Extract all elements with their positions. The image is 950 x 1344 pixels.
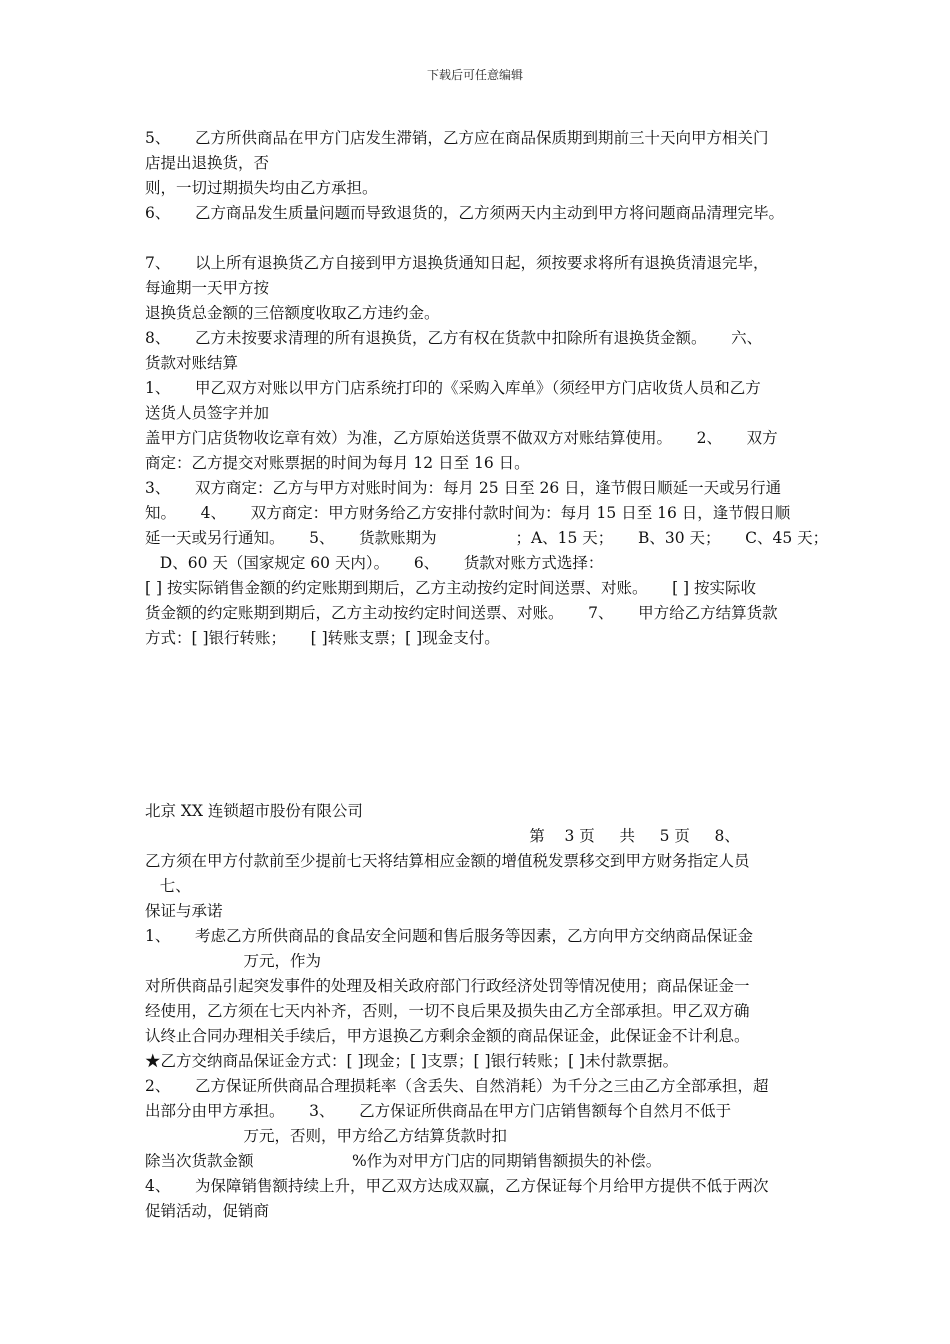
text-line: 5、 乙方所供商品在甲方门店发生滞销，乙方应在商品保质期到期前三十天向甲方相关门 — [145, 129, 769, 147]
text-line: D、60 天（国家规定 60 天内）。 6、 货款对账方式选择： — [145, 554, 604, 572]
text-line: 店提出退换货，否 — [145, 154, 270, 172]
text-line: 每逾期一天甲方按 — [145, 279, 270, 297]
text-line: 经使用，乙方须在七天内补齐，否则，一切不良后果及损失由乙方全部承担。甲乙双方确 — [145, 1002, 750, 1020]
text-line: 3、 双方商定：乙方与甲方对账时间为：每月 25 日至 26 日，逢节假日顺延一天或另行通 — [145, 479, 782, 497]
text-line: 商定：乙方提交对账票据的时间为每月 12 日至 16 日。 — [145, 454, 530, 472]
text-line: 乙方须在甲方付款前至少提前七天将结算相应金额的增值税发票移交到甲方财务指定人员 — [145, 852, 750, 870]
text-line: 2、 乙方保证所供商品合理损耗率（含丢失、自然消耗）为千分之三由乙方全部承担，超 — [145, 1077, 769, 1095]
text-line: 认终止合同办理相关手续后，甲方退换乙方剩余金额的商品保证金，此保证金不计利息。 — [145, 1027, 750, 1045]
text-line: 盖甲方门店货物收讫章有效）为准，乙方原始送货票不做双方对账结算使用。 2、 双方 — [145, 429, 778, 447]
text-line: 7、 以上所有退换货乙方自接到甲方退换货通知日起，须按要求将所有退换货清退完毕， — [145, 254, 769, 272]
text-line: 对所供商品引起突发事件的处理及相关政府部门行政经济处罚等情况使用；商品保证金一 — [145, 977, 750, 995]
text-line: 除当次货款金额 %作为对甲方门店的同期销售额损失的补偿。 — [145, 1152, 662, 1170]
text-line: 知。 4、 双方商定：甲方财务给乙方安排付款时间为：每月 15 日至 16 日，逢节假日顺 — [145, 504, 791, 522]
text-line: 万元，否则，甲方给乙方结算货款时扣 — [145, 1127, 508, 1145]
text-line: 4、 为保障销售额持续上升，甲乙双方达成双赢，乙方保证每个月给甲方提供不低于两次 — [145, 1177, 769, 1195]
text-line: 1、 考虑乙方所供商品的食品安全问题和售后服务等因素，乙方向甲方交纳商品保证金 — [145, 927, 753, 945]
section-heading: 保证与承诺 — [145, 902, 223, 920]
page-header: 下载后可任意编辑 — [426, 68, 523, 82]
text-line: [ ] 按实际销售金额的约定账期到期后，乙方主动按约定时间送票、对账。 [ ] 按实际收 — [145, 579, 757, 597]
company-name: 北京 XX 连锁超市股份有限公司 — [145, 802, 363, 820]
text-line: 促销活动，促销商 — [145, 1202, 270, 1220]
text-line: 送货人员签字并加 — [145, 404, 270, 422]
text-line: 延一天或另行通知。 5、 货款账期为 ；A、15 天； B、30 天； C、45 天； — [145, 529, 829, 547]
section-heading: 货款对账结算 — [145, 354, 239, 372]
page-number-line: 第 3 页 共 5 页 8、 — [145, 827, 740, 845]
text-line: 退换货总金额的三倍额度收取乙方违约金。 — [145, 304, 440, 322]
text-line: 万元，作为 — [145, 952, 322, 970]
text-line: 8、 乙方未按要求清理的所有退换货，乙方有权在货款中扣除所有退换货金额。 六、 — [145, 329, 763, 347]
text-line: ★乙方交纳商品保证金方式：[ ]现金；[ ]支票；[ ]银行转账；[ ]未付款票据。 — [145, 1052, 679, 1070]
text-line: 出部分由甲方承担。 3、 乙方保证所供商品在甲方门店销售额每个自然月不低于 — [145, 1102, 732, 1120]
text-line: 方式：[ ]银行转账； [ ]转账支票；[ ]现金支付。 — [145, 629, 500, 647]
text-line: 6、 乙方商品发生质量问题而导致退货的，乙方须两天内主动到甲方将问题商品清理完毕。 — [145, 204, 784, 222]
text-line: 则，一切过期损失均由乙方承担。 — [145, 179, 378, 197]
text-line: 七、 — [145, 877, 191, 895]
text-line: 货金额的约定账期到期后，乙方主动按约定时间送票、对账。 7、 甲方给乙方结算货款 — [145, 604, 778, 622]
text-line: 1、 甲乙双方对账以甲方门店系统打印的《采购入库单》（须经甲方门店收货人员和乙方 — [145, 379, 761, 397]
